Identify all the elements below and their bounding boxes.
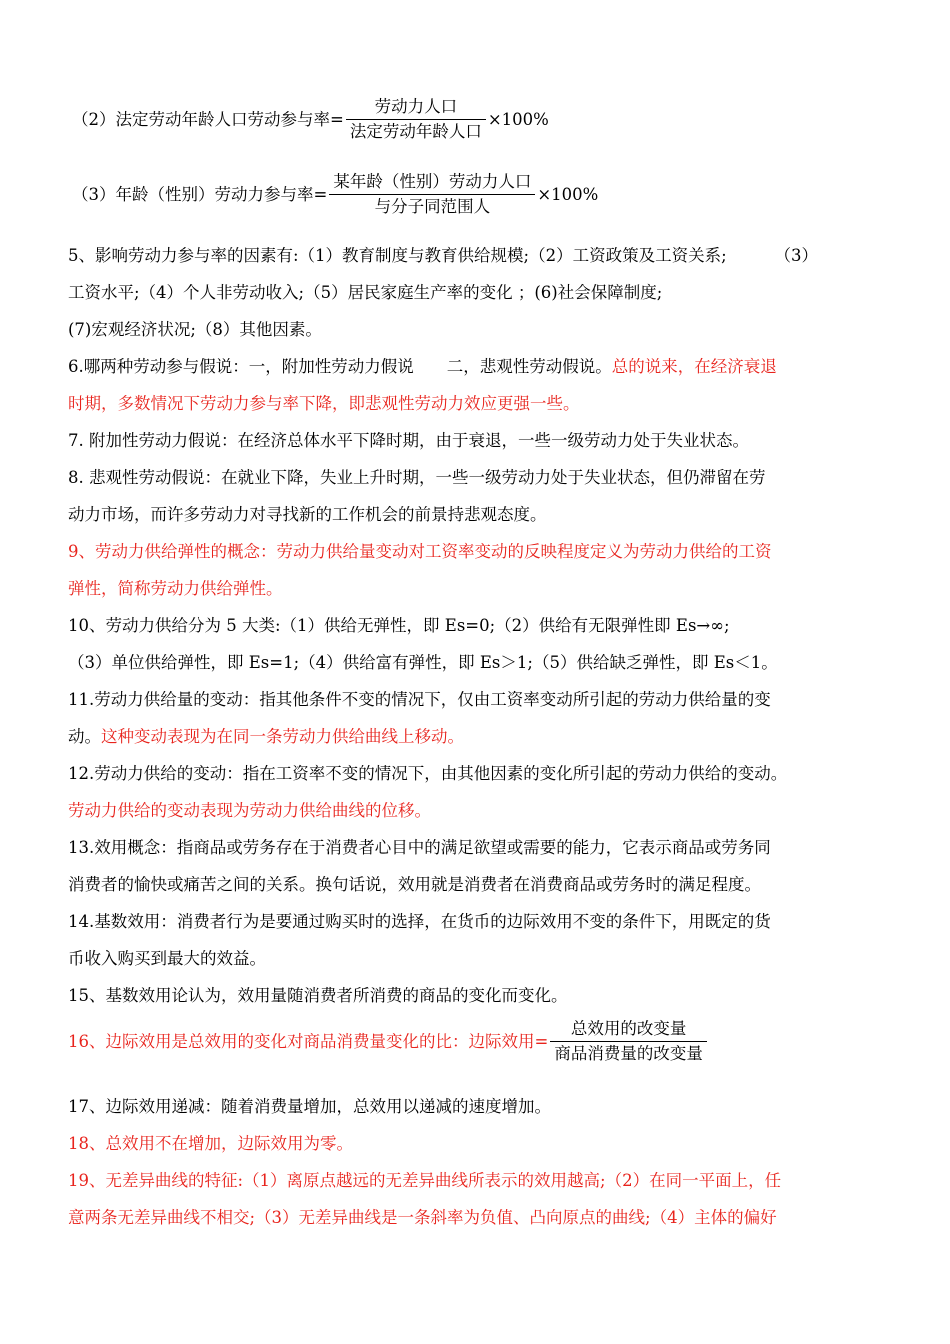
fraction-numerator: 总效用的改变量 bbox=[550, 1018, 707, 1042]
item-15: 15、基数效用论认为，效用量随消费者所消费的商品的变化而变化。 bbox=[68, 986, 568, 1005]
fraction bbox=[550, 1018, 707, 1065]
formula-multiplier: ×100% bbox=[537, 184, 599, 204]
item-12-line-2: 劳动力供给的变动表现为劳动力供给曲线的位移。 bbox=[68, 801, 431, 820]
item-9-line-1: 9、劳动力供给弹性的概念：劳动力供给量变动对工资率变动的反映程度定义为劳动力供给的工资 bbox=[68, 542, 772, 561]
item-9-line-2: 弹性，简称劳动力供给弹性。 bbox=[68, 579, 283, 598]
item-7: 7. 附加性劳动力假说：在经济总体水平下降时期，由于衰退，一些一级劳动力处于失业状态。 bbox=[68, 431, 749, 450]
item-8-line-2: 动力市场，而许多劳动力对寻找新的工作机会的前景持悲观态度。 bbox=[68, 505, 547, 524]
fraction bbox=[329, 171, 535, 218]
formula-label: （2）法定劳动年龄人口劳动参与率= bbox=[72, 109, 344, 129]
fraction bbox=[346, 96, 486, 143]
fraction-denominator: 商品消费量的改变量 bbox=[554, 1044, 703, 1063]
item-14-line-1: 14.基数效用：消费者行为是要通过购买时的选择，在货币的边际效用不变的条件下，用既定的货 bbox=[68, 912, 771, 931]
fraction-denominator: 与分子同范围人 bbox=[374, 197, 491, 216]
item-5-line-1 bbox=[68, 245, 884, 267]
item-13-line-2: 消费者的愉快或痛苦之间的关系。换句话说，效用就是消费者在消费商品或劳务时的满足程度。 bbox=[68, 875, 761, 894]
item-11-line-1: 11.劳动力供给量的变动：指其他条件不变的情况下，仅由工资率变动所引起的劳动力供给量的变 bbox=[68, 690, 771, 709]
paragraph-text: （3） bbox=[774, 246, 818, 265]
item-19-line-2: 意两条无差异曲线不相交;（3）无差异曲线是一条斜率为负值、凸向原点的曲线;（4）主体的偏好 bbox=[68, 1208, 777, 1227]
item-17: 17、边际效用递减：随着消费量增加，总效用以递减的速度增加。 bbox=[68, 1097, 551, 1116]
paragraph-text: 5、影响劳动力参与率的因素有:（1）教育制度与教育供给规模;（2）工资政策及工资关系; bbox=[68, 246, 727, 265]
formula-label: （3）年龄（性别）劳动力参与率= bbox=[72, 184, 328, 204]
paragraph-text: 6.哪两种劳动参与假说：一，附加性劳动力假说 二，悲观性劳动假说。 bbox=[68, 357, 612, 376]
item-8-line-1: 8. 悲观性劳动假说：在就业下降，失业上升时期，一些一级劳动力处于失业状态，但仍滞留在劳 bbox=[68, 468, 766, 487]
fraction-numerator: 某年龄（性别）劳动力人口 bbox=[329, 171, 535, 195]
item-11-line-2 bbox=[68, 726, 884, 748]
formula-label: 16、边际效用是总效用的变化对商品消费量变化的比：边际效用= bbox=[68, 1031, 549, 1051]
item-5-line-2: 工资水平;（4）个人非劳动收入;（5）居民家庭生产率的变化 ；(6)社会保障制度; bbox=[68, 283, 663, 302]
item-5-line-3: (7)宏观经济状况;（8）其他因素。 bbox=[68, 320, 322, 339]
item-19-line-1: 19、无差异曲线的特征:（1）离原点越远的无差异曲线所表示的效用越高;（2）在同一平面上，任 bbox=[68, 1171, 782, 1190]
item-18: 18、总效用不在增加，边际效用为零。 bbox=[68, 1134, 353, 1153]
item-10-line-2: （3）单位供给弹性，即 Es=1;（4）供给富有弹性，即 Es＞1;（5）供给缺乏弹性，即 Es＜1。 bbox=[68, 653, 778, 672]
item-6-line-2: 时期，多数情况下劳动力参与率下降，即悲观性劳动力效应更强一些。 bbox=[68, 394, 580, 413]
item-10-line-1: 10、劳动力供给分为 5 大类:（1）供给无弹性，即 Es=0;（2）供给有无限弹性即 Es→∞; bbox=[68, 616, 730, 635]
formula-participation-legal-age bbox=[72, 96, 549, 143]
item-16-marginal-utility-formula bbox=[68, 1018, 709, 1065]
fraction-numerator: 劳动力人口 bbox=[346, 96, 486, 120]
item-12-line-1: 12.劳动力供给的变动：指在工资率不变的情况下，由其他因素的变化所引起的劳动力供给的变动。 bbox=[68, 764, 788, 783]
paragraph-text: 动。 bbox=[68, 727, 101, 746]
fraction-denominator: 法定劳动年龄人口 bbox=[349, 122, 482, 141]
item-13-line-1: 13.效用概念：指商品或劳务存在于消费者心目中的满足欲望或需要的能力，它表示商品或劳务同 bbox=[68, 838, 771, 857]
highlight-text: 这种变动表现为在同一条劳动力供给曲线上移动。 bbox=[101, 727, 464, 746]
formula-participation-age-gender bbox=[72, 171, 598, 218]
formula-multiplier: ×100% bbox=[487, 109, 549, 129]
item-6-line-1 bbox=[68, 356, 884, 378]
highlight-text: 总的说来，在经济衰退 bbox=[611, 357, 777, 376]
item-14-line-2: 币收入购买到最大的效益。 bbox=[68, 949, 266, 968]
